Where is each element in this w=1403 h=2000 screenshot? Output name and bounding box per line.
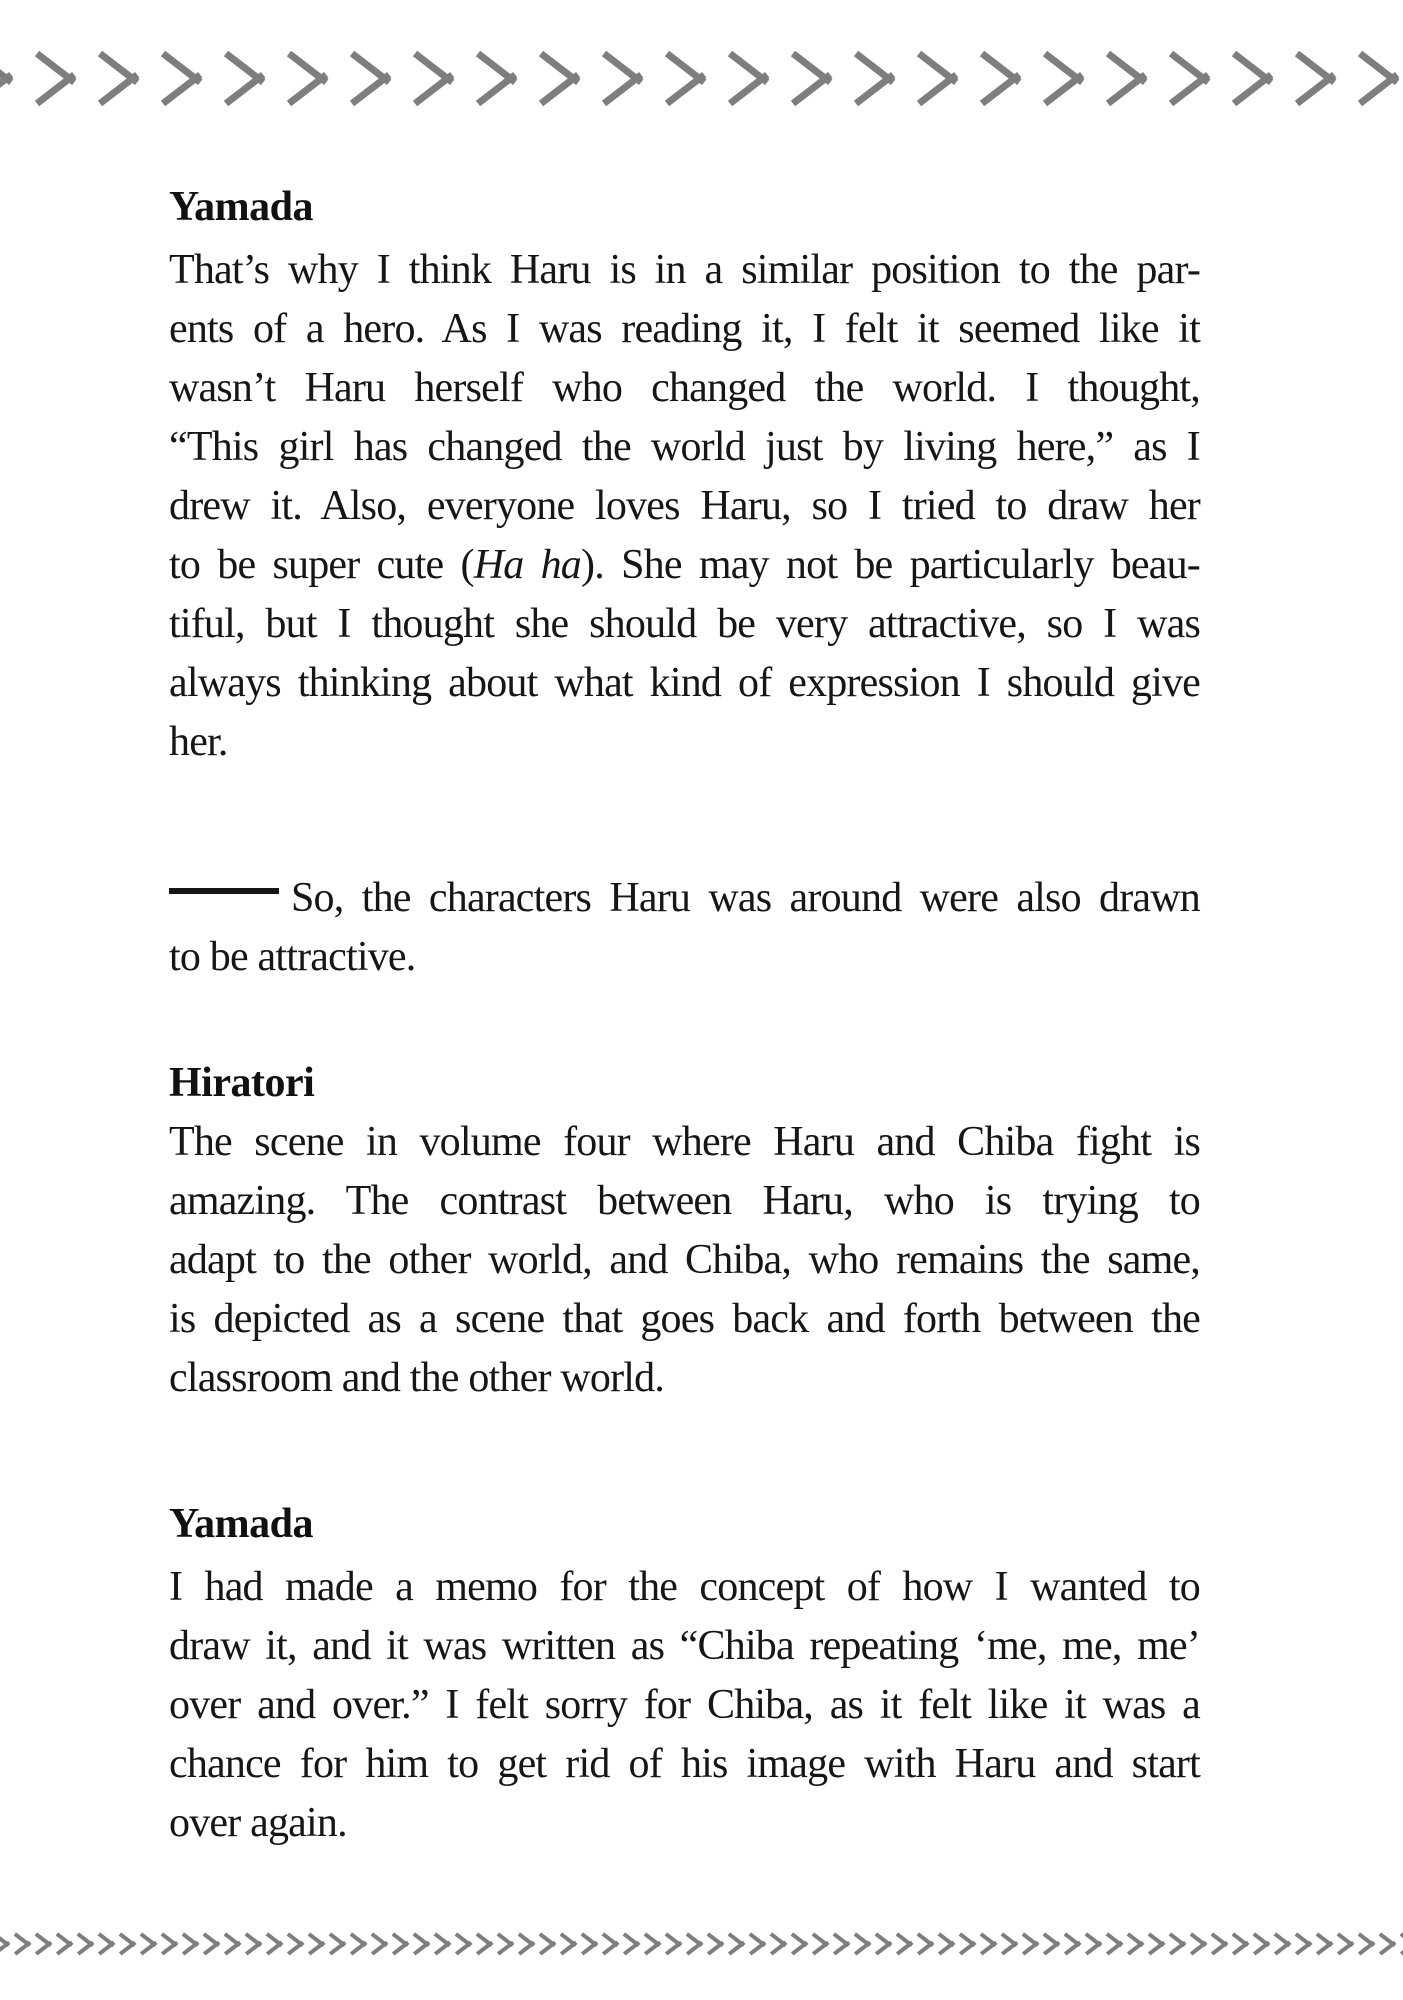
chevron-icon xyxy=(1044,1932,1059,1955)
chevron-icon xyxy=(855,1932,870,1955)
chevron-icon xyxy=(1212,1932,1227,1955)
chevron-icon xyxy=(1023,1932,1038,1955)
text-line: always thinking about what kind of expression I should give xyxy=(169,660,1200,706)
text-line: drew it. Also, everyone loves Haru, so I tried to draw her xyxy=(169,483,1200,529)
chevron-icon xyxy=(225,1932,240,1955)
text-line: to be super cute (Ha ha). She may not be particularly beau- xyxy=(169,542,1200,588)
text-line: wasn’t Haru herself who changed the world. I thought, xyxy=(169,365,1200,411)
chevron-icon xyxy=(939,1932,954,1955)
chevron-icon xyxy=(687,1932,702,1955)
chevron-icon xyxy=(267,1932,282,1955)
chevron-icon xyxy=(750,1932,765,1955)
text-line: tiful, but I thought she should be very attractive, so I was xyxy=(169,601,1200,647)
speaker-name: Hiratori xyxy=(169,1060,315,1106)
chevron-icon xyxy=(1359,1932,1374,1955)
chevron-icon xyxy=(57,1932,72,1955)
chevron-icon xyxy=(120,1932,135,1955)
text-line: The scene in volume four where Haru and Chiba fight is xyxy=(169,1119,1200,1165)
chevron-icon xyxy=(288,1932,303,1955)
chevron-icon xyxy=(183,1932,198,1955)
speech-paragraph xyxy=(169,241,1200,772)
speech-paragraph xyxy=(169,1113,1200,1408)
chevron-icon xyxy=(330,1932,345,1955)
speaker-name: Yamada xyxy=(169,184,314,230)
chevron-icon xyxy=(0,50,11,107)
chevron-icon xyxy=(37,50,74,107)
chevron-icon xyxy=(1296,1932,1311,1955)
interview-text-column xyxy=(169,0,1200,2000)
chevron-icon xyxy=(1380,1932,1395,1955)
chevron-icon xyxy=(1254,1932,1269,1955)
chevron-icon xyxy=(666,1932,681,1955)
chevron-icon xyxy=(624,1932,639,1955)
chevron-icon xyxy=(372,1932,387,1955)
text-line: I had made a memo for the concept of how I wanted to xyxy=(169,1564,1200,1610)
chevron-icon xyxy=(834,1932,849,1955)
chevron-icon xyxy=(1317,1932,1332,1955)
chevron-icon xyxy=(15,1932,30,1955)
chevron-icon xyxy=(960,1932,975,1955)
text-line: over and over.” I felt sorry for Chiba, as it felt like it was a xyxy=(169,1682,1200,1728)
chevron-icon xyxy=(99,1932,114,1955)
chevron-icon xyxy=(456,1932,471,1955)
chevron-icon xyxy=(1233,1932,1248,1955)
chevron-icon xyxy=(981,1932,996,1955)
chevron-icon xyxy=(645,1932,660,1955)
chevron-icon xyxy=(876,1932,891,1955)
chevron-icon xyxy=(309,1932,324,1955)
text-line: That’s why I think Haru is in a similar position to the par- xyxy=(169,247,1200,293)
chevron-icon xyxy=(1297,50,1334,107)
chevron-icon xyxy=(1086,1932,1101,1955)
chevron-icon xyxy=(162,1932,177,1955)
chevron-icon xyxy=(561,1932,576,1955)
speech-paragraph xyxy=(169,1558,1200,1853)
chevron-icon xyxy=(792,1932,807,1955)
text-line: amazing. The contrast between Haru, who is trying to xyxy=(169,1178,1200,1224)
text-line: is depicted as a scene that goes back and forth between the xyxy=(169,1296,1200,1342)
chevron-icon xyxy=(393,1932,408,1955)
text-line: “This girl has changed the world just by living here,” as I xyxy=(169,424,1200,470)
chevron-icon xyxy=(918,1932,933,1955)
text-line: to be attractive. xyxy=(169,934,416,980)
interviewer-dash xyxy=(169,888,279,894)
chevron-icon xyxy=(1170,1932,1185,1955)
chevron-icon xyxy=(1149,1932,1164,1955)
chevron-icon xyxy=(1107,1932,1122,1955)
chevron-icon xyxy=(1338,1932,1353,1955)
chevron-icon xyxy=(813,1932,828,1955)
chevron-icon xyxy=(540,1932,555,1955)
text-line: classroom and the other world. xyxy=(169,1355,665,1401)
chevron-icon xyxy=(36,1932,51,1955)
chevron-icon xyxy=(141,1932,156,1955)
interviewer-question xyxy=(169,869,1200,987)
chevron-icon xyxy=(477,1932,492,1955)
chevron-icon xyxy=(1275,1932,1290,1955)
chevron-icon xyxy=(603,1932,618,1955)
text-line: her. xyxy=(169,719,228,765)
chevron-icon xyxy=(729,1932,744,1955)
text-line: adapt to the other world, and Chiba, who remains the same, xyxy=(169,1237,1200,1283)
text-line: over again. xyxy=(169,1800,347,1846)
speaker-name: Yamada xyxy=(169,1501,314,1547)
chevron-icon xyxy=(435,1932,450,1955)
bottom-chevron-border xyxy=(0,1932,1403,1955)
chevron-icon xyxy=(1002,1932,1017,1955)
chevron-icon xyxy=(897,1932,912,1955)
chevron-icon xyxy=(1360,50,1397,107)
chevron-icon xyxy=(246,1932,261,1955)
chevron-icon xyxy=(519,1932,534,1955)
text-line: ents of a hero. As I was reading it, I felt it seemed like it xyxy=(169,306,1200,352)
chevron-icon xyxy=(78,1932,93,1955)
chevron-icon xyxy=(1234,50,1271,107)
chevron-icon xyxy=(204,1932,219,1955)
text-line: draw it, and it was written as “Chiba repeating ‘me, me, me’ xyxy=(169,1623,1200,1669)
chevron-icon xyxy=(498,1932,513,1955)
text-line: chance for him to get rid of his image with Haru and start xyxy=(169,1741,1200,1787)
chevron-icon xyxy=(1128,1932,1143,1955)
chevron-icon xyxy=(1065,1932,1080,1955)
chevron-icon xyxy=(351,1932,366,1955)
text-line: So, the characters Haru was around were also drawn xyxy=(169,869,1200,928)
chevron-icon xyxy=(1191,1932,1206,1955)
chevron-icon xyxy=(771,1932,786,1955)
chevron-icon xyxy=(582,1932,597,1955)
chevron-icon xyxy=(414,1932,429,1955)
chevron-icon xyxy=(0,1932,9,1955)
chevron-icon xyxy=(708,1932,723,1955)
chevron-icon xyxy=(100,50,137,107)
